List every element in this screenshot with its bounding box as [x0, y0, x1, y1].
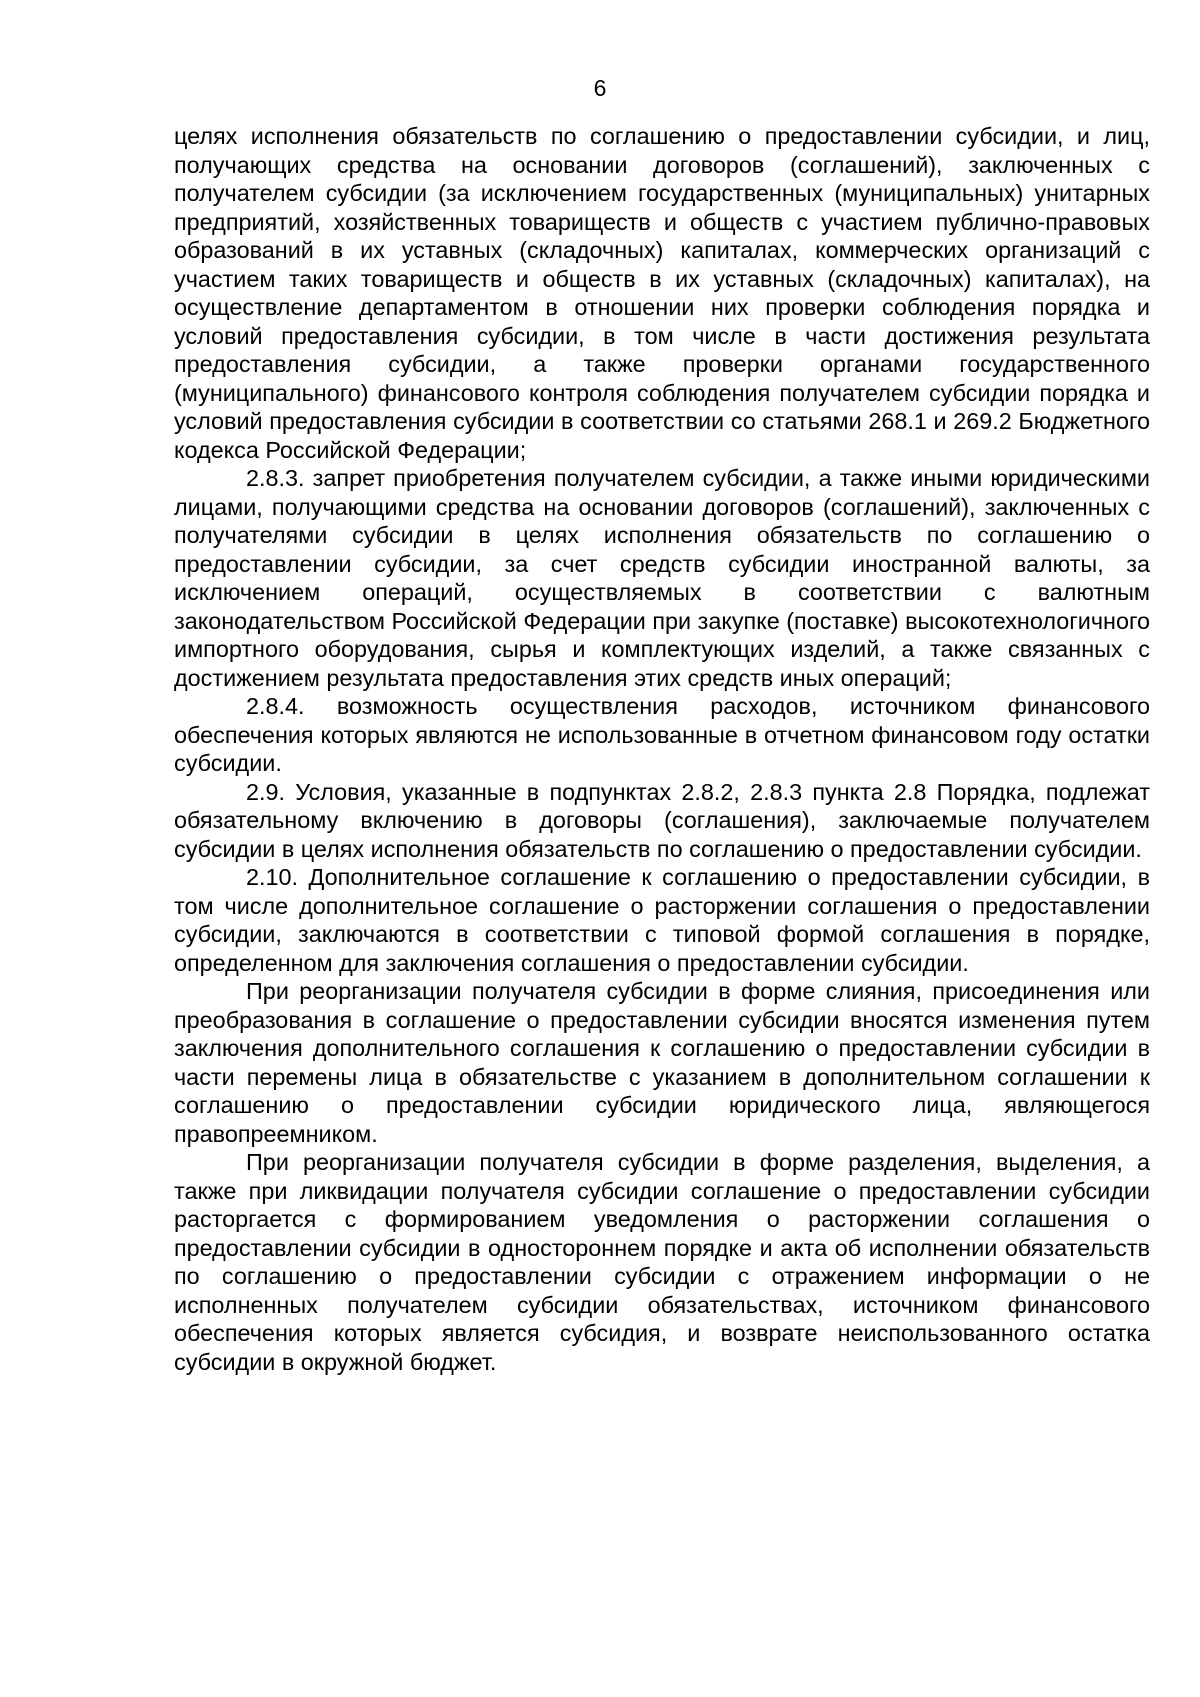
paragraph-2-8-4: 2.8.4. возможность осуществления расходов, источником финансового обеспечения которых являются не использованные в отчетном финансовом году остатки субсидии.: [174, 693, 1150, 776]
document-body: [174, 122, 1150, 1376]
paragraph-reorganization-division: При реорганизации получателя субсидии в форме разделения, выделения, а также при ликвидации получателя субсидии соглашение о предоставлении субсидии расторгается с формированием уведомления о расторжении соглашения о предоставлении субсидии в одностороннем порядке и акта об исполнении обязательств по соглашению о предоставлении субсидии с отражением информации о не исполненных получателем субсидии обязательствах, источником финансового обеспечения которых является субсидия, и возврате неиспользованного остатка субсидии в окружной бюджет.: [174, 1149, 1150, 1375]
paragraph-continued: целях исполнения обязательств по соглашению о предоставлении субсидии, и лиц, получающих средства на основании договоров (соглашений), заключенных с получателем субсидии (за исключением государственных (муниципальных) унитарных предприятий, хозяйственных товариществ и обществ с участием публично-правовых образований в их уставных (складочных) капиталах, коммерческих организаций с участием таких товариществ и обществ в их уставных (складочных) капиталах), на осуществление департаментом в отношении них проверки соблюдения порядка и условий предоставления субсидии, в том числе в части достижения результата предоставления субсидии, а также проверки органами государственного (муниципального) финансового контроля соблюдения получателем субсидии порядка и условий предоставления субсидии в соответствии со статьями 268.1 и 269.2 Бюджетного кодекса Российской Федерации;: [174, 123, 1150, 463]
paragraph-2-10: 2.10. Дополнительное соглашение к соглашению о предоставлении субсидии, в том числе дополнительное соглашение о расторжении соглашения о предоставлении субсидии, заключаются в соответствии с типовой формой соглашения в порядке, определенном для заключения соглашения о предоставлении субсидии.: [174, 864, 1150, 976]
paragraph-reorganization-merger: При реорганизации получателя субсидии в форме слияния, присоединения или преобразования в соглашение о предоставлении субсидии вносятся изменения путем заключения дополнительного соглашения к соглашению о предоставлении субсидии в части перемены лица в обязательстве с указанием в дополнительном соглашении к соглашению о предоставлении субсидии юридического лица, являющегося правопреемником.: [174, 978, 1150, 1147]
paragraph-2-8-3: 2.8.3. запрет приобретения получателем субсидии, а также иными юридическими лицами, получающими средства на основании договоров (соглашений), заключенных с получателями субсидии в целях исполнения обязательств по соглашению о предоставлении субсидии, за счет средств субсидии иностранной валюты, за исключением операций, осуществляемых в соответствии с валютным законодательством Российской Федерации при закупке (поставке) высокотехнологичного импортного оборудования, сырья и комплектующих изделий, а также связанных с достижением результата предоставления этих средств иных операций;: [174, 465, 1150, 691]
page-number: 6: [593, 75, 607, 101]
paragraph-2-9: 2.9. Условия, указанные в подпунктах 2.8.2, 2.8.3 пункта 2.8 Порядка, подлежат обязательному включению в договоры (соглашения), заключаемые получателем субсидии в целях исполнения обязательств по соглашению о предоставлении субсидии.: [174, 778, 1150, 862]
